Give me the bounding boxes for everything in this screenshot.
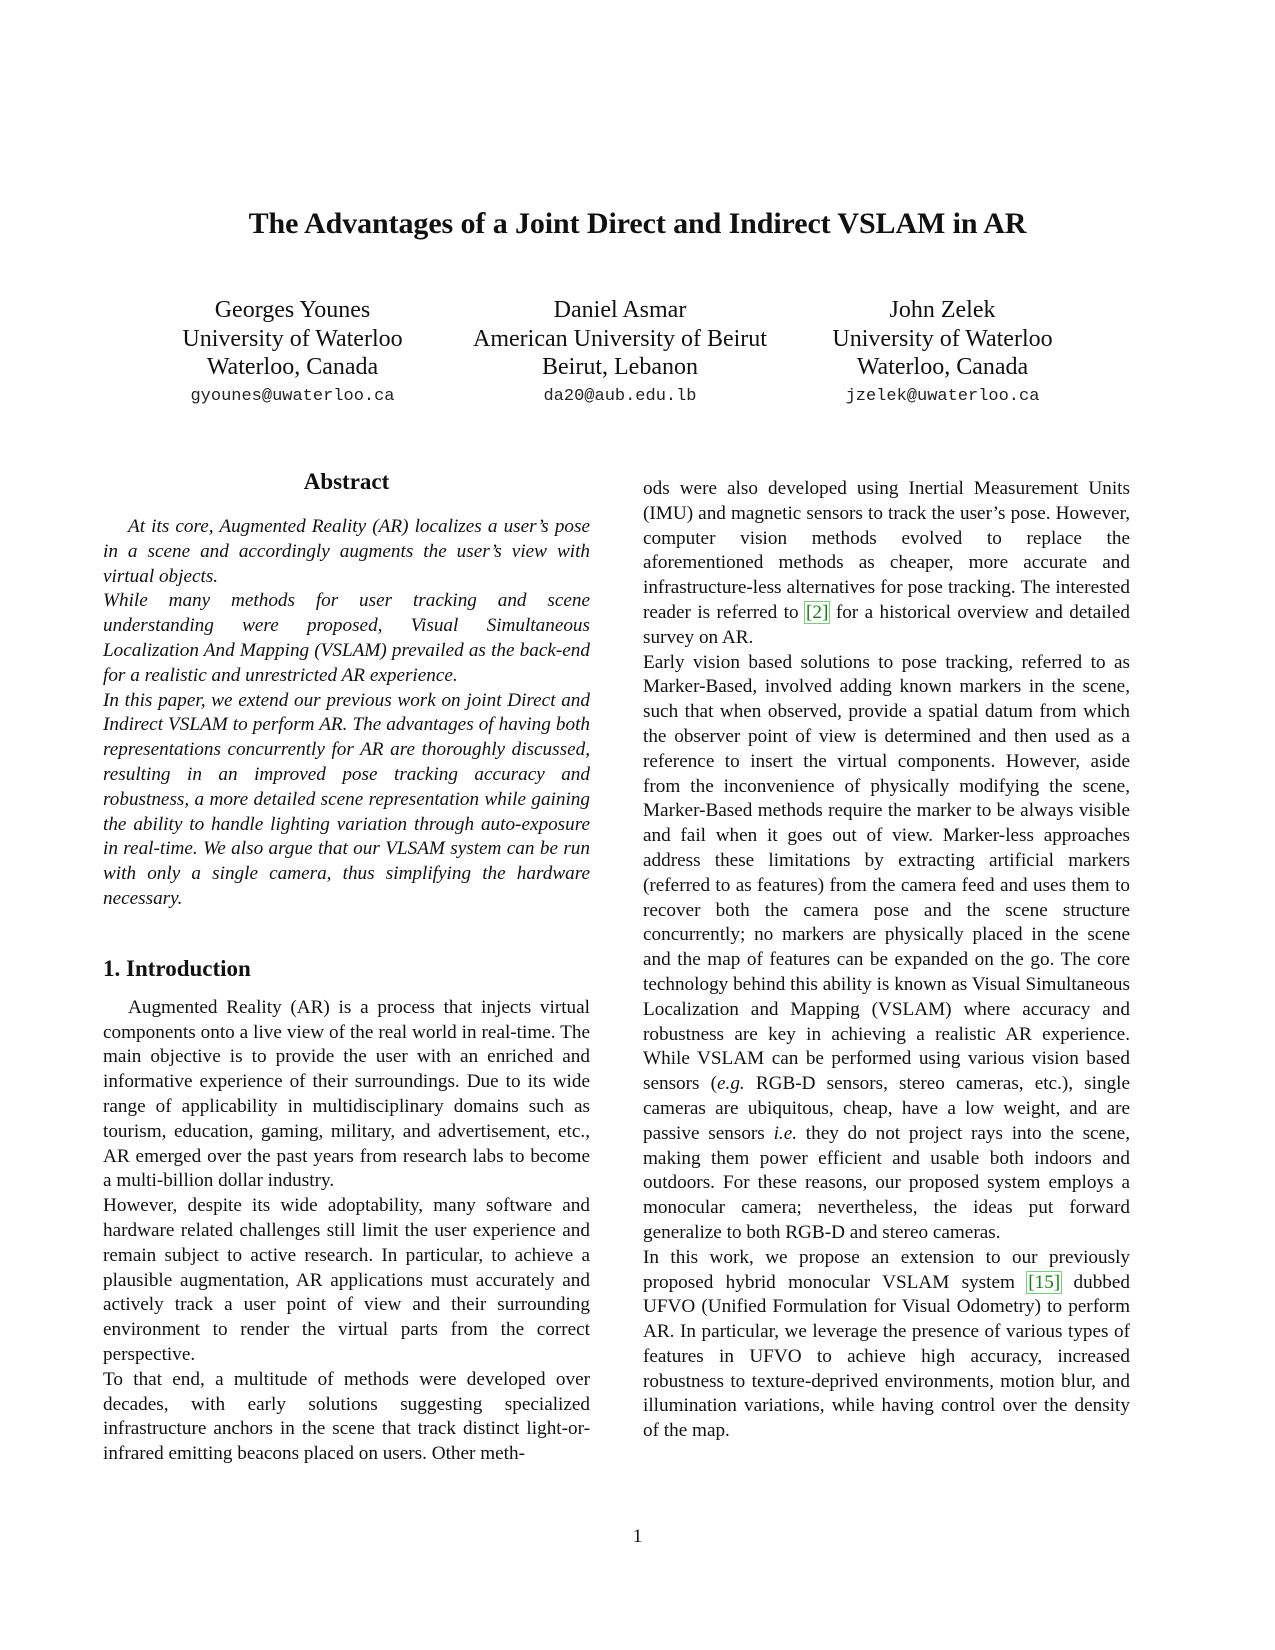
author-name: Georges Younes [214, 297, 371, 323]
citation-link-2[interactable]: [2] [806, 601, 829, 623]
abstract-paragraph-3: In this paper, we extend our previous work on joint Direct and Indirect VSLAM to perform AR. The advantages of having both representations concurrently for AR are thoroughly discussed, resulting in an improved pose tracking accuracy and robustness, a more detailed scene representation while gaining the ability to handle lighting variation through auto-exposure in real-time. We also argue that our VLSAM system can be run with only a single camera, thus simplifying the hardware necessary. [103, 689, 590, 909]
author-affiliation: University of Waterloo [832, 325, 1053, 352]
paragraph-text: RGB-D sensors, stereo cameras, etc.), single cameras are ubiquitous, cheap, have a low weight, and are passive sensors [643, 1073, 1130, 1144]
author-block-3 [815, 296, 1070, 411]
author-email: gyounes@uwaterloo.ca [190, 386, 395, 406]
author-location: Waterloo, Canada [856, 354, 1029, 380]
paragraph-text: In this work, we propose an extension to our previously proposed hybrid monocular VSLAM system [643, 1246, 1130, 1293]
paper-title: The Advantages of a Joint Direct and Indirect VSLAM in AR [248, 207, 1027, 240]
intro-paragraph-5 [643, 1246, 1130, 1444]
abstract-paragraph-1: At its core, Augmented Reality (AR) localizes a user’s pose in a scene and accordingly augments the user’s view with virtual objects. [103, 516, 590, 587]
author-location: Waterloo, Canada [206, 354, 379, 380]
intro-paragraph-2: However, despite its wide adoptability, many software and hardware related challenges still limit the user experience and remain subject to active research. In particular, to achieve a plausible augmentation, AR applications must accurately and actively track a user point of view and their surrounding environment to render the virtual parts from the correct perspective. [103, 1195, 590, 1365]
left-column [103, 469, 590, 1467]
ie-abbrev: i.e. [773, 1122, 798, 1144]
eg-abbrev: e.g. [717, 1073, 745, 1095]
introduction-heading: 1. Introduction [103, 955, 251, 981]
intro-paragraph-1: Augmented Reality (AR) is a process that injects virtual components onto a live view of the real world in real-time. The main objective is to provide the user with an enriched and informative experience of their surroundings. Due to its wide range of applicability in multidisciplinary domains such as tourism, education, gaming, military, and advertisement, etc., AR emerged over the past years from research labs to become a multi-billion dollar industry. [103, 996, 590, 1192]
paragraph-text: dubbed UFVO (Unified Formulation for Visual Odometry) to perform AR. In particular, we leverage the presence of various types of features in UFVO to achieve high accuracy, increased robustness to texture-deprived environments, motion blur, and illumination variations, while having control over the density of the map. [643, 1271, 1131, 1442]
paragraph-text: Early vision based solutions to pose tracking, referred to as Marker-Based, involved adding known markers in the scene, such that when observed, provide a spatial datum from which the observer point of view is determined and then used as a reference to insert the virtual components. However, aside from the inconvenience of physically modifying the scene, Marker-Based methods require the marker to be always visible and fail when it goes out of view. Marker-less approaches address these limitations by extracting artificial markers (referred to as features) from the camera feed and uses them to recover both the camera pose and the scene structure concurrently; no markers are physically placed in the scene and the map of features can be expanded on the go. The core technology behind this ability is known as Visual Simultaneous Localization and Mapping (VSLAM) where accuracy and robustness are key in achieving a realistic AR experience. While VSLAM can be performed using various vision based sensors ( [643, 651, 1130, 1095]
citation-link-15[interactable]: [15] [1028, 1271, 1061, 1293]
abstract-body [103, 515, 590, 912]
paragraph-text: they do not project rays into the scene, making them power efficient and usable both indoors and outdoors. For these reasons, our proposed system employs a monocular camera; nevertheless, the ideas put forward generalize to both RGB-D and stereo cameras. [643, 1122, 1130, 1243]
author-email: da20@aub.edu.lb [543, 386, 697, 406]
author-block-2 [455, 296, 785, 411]
author-affiliation: University of Waterloo [182, 325, 403, 352]
right-column [643, 477, 1130, 1444]
author-email: jzelek@uwaterloo.ca [845, 386, 1040, 406]
page-number: 1 [632, 1526, 643, 1547]
intro-paragraph-4 [643, 651, 1130, 1246]
author-block-1 [165, 296, 420, 411]
abstract-paragraph-2: While many methods for user tracking and scene understanding were proposed, Visual Simultaneous Localization And Mapping (VSLAM) prevailed as the back-end for a realistic and unrestricted AR experience. [103, 590, 590, 686]
intro-paragraph-3-continued [643, 477, 1130, 651]
author-affiliation: American University of Beirut [473, 325, 767, 352]
author-location: Beirut, Lebanon [542, 354, 698, 380]
paragraph-text: for a historical overview and detailed survey on AR. [643, 601, 1130, 648]
abstract-heading: Abstract [303, 469, 390, 494]
intro-paragraph-3: To that end, a multitude of methods were developed over decades, with early solutions suggesting specialized infrastructure anchors in the scene that track distinct light-or-infrared emitting beacons placed on users. Other meth- [103, 1368, 590, 1465]
author-name: Daniel Asmar [553, 297, 687, 323]
paragraph-text: ods were also developed using Inertial Measurement Units (IMU) and magnetic sensors to track the user’s pose. However, computer vision methods evolved to replace the aforementioned methods as cheaper, more accurate and infrastructure-less alternatives for pose tracking. The interested reader is referred to [643, 478, 1130, 623]
author-name: John Zelek [889, 297, 996, 323]
